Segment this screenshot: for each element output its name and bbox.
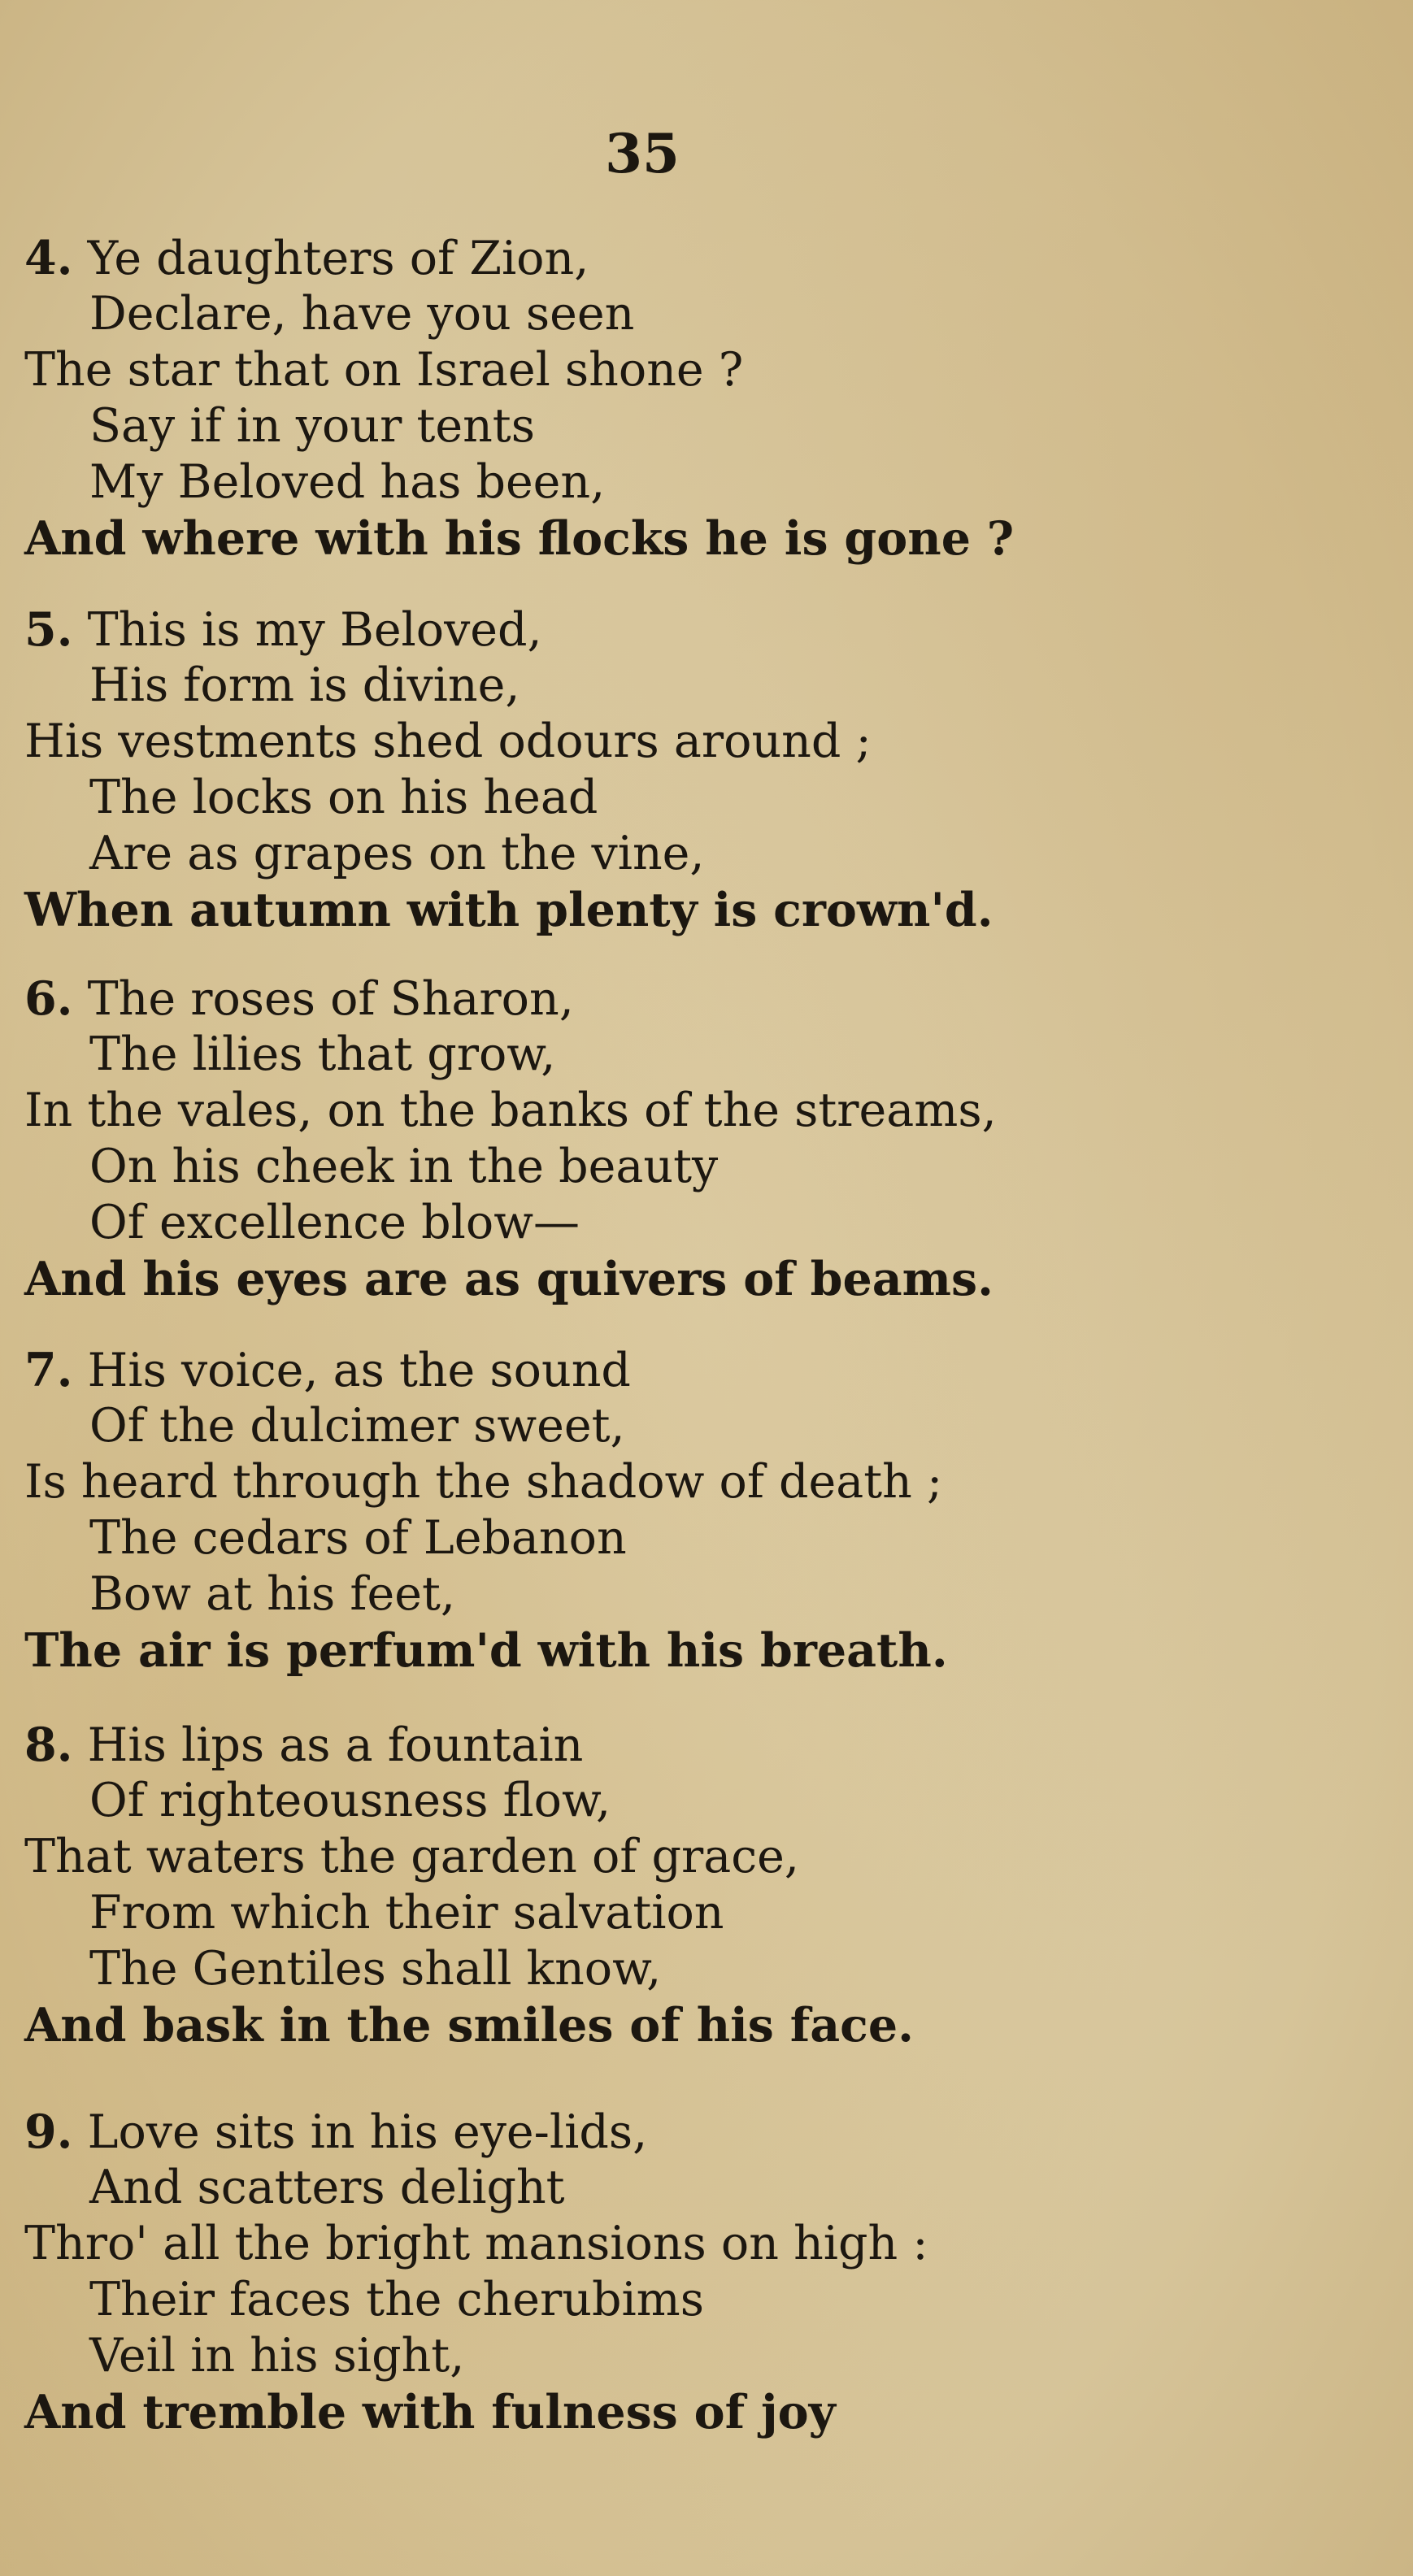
stanza-5 [24, 602, 1374, 938]
stanza-4 [24, 230, 1374, 567]
stanza-number: 5. [24, 602, 73, 657]
page-number: 35 [605, 122, 680, 185]
stanza-line: The locks on his head [89, 771, 598, 824]
stanza-line: The lilies that grow, [89, 1027, 556, 1081]
stanza-line [24, 230, 1374, 286]
stanza-line: Of the dulcimer sweet, [89, 1399, 625, 1453]
stanza-line: The Gentiles shall know, [89, 1942, 662, 1996]
stanza-line: The air is perfum'd with his breath. [24, 1623, 948, 1678]
stanza-line: His vestments shed odours around ; [24, 715, 872, 768]
stanza-line: From which their salvation [89, 1886, 724, 1940]
stanza-line [24, 971, 1374, 1027]
stanza-line [24, 1342, 1374, 1398]
stanza-number: 4. [24, 231, 73, 285]
stanza-line: Is heard through the shadow of death ; [24, 1455, 943, 1509]
line-text: His lips as a fountain [87, 1718, 584, 1772]
stanza-number: 9. [24, 2105, 73, 2159]
stanza-line: And his eyes are as quivers of beams. [24, 1252, 993, 1306]
stanza-8 [24, 1717, 1374, 2053]
stanza-line: On his cheek in the beauty [89, 1140, 719, 1193]
stanza-line: Of righteousness flow, [89, 1774, 611, 1827]
stanza-line: The cedars of Lebanon [89, 1511, 627, 1565]
stanza-line: And tremble with fulness of joy [24, 2385, 836, 2439]
stanza-number: 7. [24, 1343, 73, 1397]
stanza-line: And scatters delight [89, 2161, 565, 2214]
stanza-line: Of excellence blow— [89, 1196, 580, 1249]
stanza-line: Bow at his feet, [89, 1567, 456, 1621]
stanza-number: 8. [24, 1718, 73, 1772]
stanza-line: When autumn with plenty is crown'd. [24, 883, 993, 937]
stanza-line: Their faces the cherubims [89, 2273, 704, 2326]
stanza-line: Are as grapes on the vine, [89, 827, 705, 880]
line-text: Love sits in his eye-lids, [87, 2105, 648, 2159]
stanza-line: And bask in the smiles of his face. [24, 1998, 914, 2053]
line-text: His voice, as the sound [87, 1344, 631, 1397]
stanza-number: 6. [24, 971, 73, 1026]
stanza-line [24, 2104, 1374, 2160]
stanza-line: Thro' all the bright mansions on high : [24, 2217, 928, 2270]
stanza-line: And where with his flocks he is gone ? [24, 511, 1015, 566]
stanza-line: My Beloved has been, [89, 455, 606, 509]
stanza-9 [24, 2104, 1374, 2440]
stanza-line: Veil in his sight, [89, 2329, 465, 2383]
line-text: The roses of Sharon, [87, 972, 574, 1026]
line-text: This is my Beloved, [87, 603, 542, 657]
stanza-line: His form is divine, [89, 658, 520, 712]
stanza-line: That waters the garden of grace, [24, 1830, 800, 1883]
stanza-7 [24, 1342, 1374, 1679]
line-text: Ye daughters of Zion, [87, 232, 589, 285]
stanza-line [24, 1717, 1374, 1773]
stanza-line: In the vales, on the banks of the streams, [24, 1084, 997, 1137]
stanza-line: Say if in your tents [89, 399, 535, 453]
stanza-6 [24, 971, 1374, 1307]
stanza-line [24, 602, 1374, 658]
stanza-line: Declare, have you seen [89, 287, 635, 341]
stanza-line: The star that on Israel shone ? [24, 343, 744, 397]
